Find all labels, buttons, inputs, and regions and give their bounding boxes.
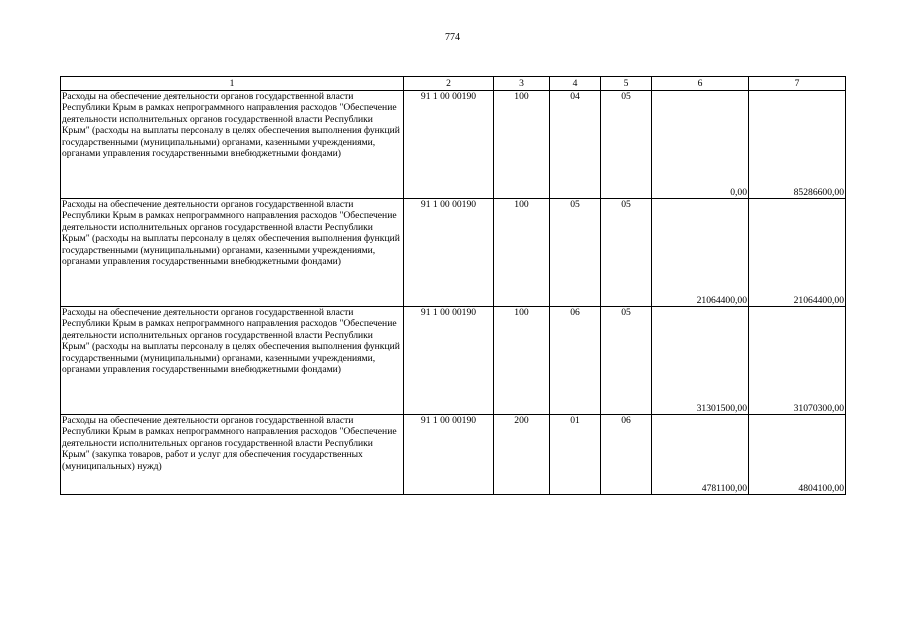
expense-type-code: 100: [494, 199, 550, 307]
column-header: 5: [601, 77, 652, 91]
column-header: 2: [404, 77, 494, 91]
column-header: 7: [749, 77, 846, 91]
subsection-code: 05: [601, 307, 652, 415]
column-header: 1: [61, 77, 404, 91]
expense-type-code: 100: [494, 91, 550, 199]
amount-column-6: 4781100,00: [652, 415, 749, 495]
expense-description: Расходы на обеспечение деятельности органов государственной власти Республики Крым в рамках непрограммного направления расходов "Обеспечение деятельности исполнительных органов государственной власти Республики Крым" (расходы на выплаты персоналу в целях обеспечения выполнения функций государственными (муниципальными) органами, казенными учреждениями, органами управления государственными внебюджетными фондами): [61, 199, 404, 307]
budget-table: [60, 76, 846, 495]
expense-description: Расходы на обеспечение деятельности органов государственной власти Республики Крым в рамках непрограммного направления расходов "Обеспечение деятельности исполнительных органов государственной власти Республики Крым" (расходы на выплаты персоналу в целях обеспечения выполнения функций государственными (муниципальными) органами, казенными учреждениями, органами управления государственными внебюджетными фондами): [61, 91, 404, 199]
subsection-code: 05: [601, 91, 652, 199]
section-code: 05: [550, 199, 601, 307]
target-article-code: 91 1 00 00190: [404, 415, 494, 495]
expense-type-code: 100: [494, 307, 550, 415]
subsection-code: 06: [601, 415, 652, 495]
column-header: 3: [494, 77, 550, 91]
table-header-row: [61, 77, 846, 91]
expense-description: Расходы на обеспечение деятельности органов государственной власти Республики Крым в рамках непрограммного направления расходов "Обеспечение деятельности исполнительных органов государственной власти Республики Крым" (закупка товаров, работ и услуг для обеспечения государственных (муниципальных) нужд): [61, 415, 404, 495]
section-code: 04: [550, 91, 601, 199]
amount-column-6: 31301500,00: [652, 307, 749, 415]
amount-column-7: 4804100,00: [749, 415, 846, 495]
target-article-code: 91 1 00 00190: [404, 199, 494, 307]
page-number: 774: [445, 32, 460, 43]
table-row: [61, 199, 846, 307]
column-header: 6: [652, 77, 749, 91]
section-code: 01: [550, 415, 601, 495]
column-header: 4: [550, 77, 601, 91]
table-row: [61, 91, 846, 199]
amount-column-7: 85286600,00: [749, 91, 846, 199]
target-article-code: 91 1 00 00190: [404, 307, 494, 415]
target-article-code: 91 1 00 00190: [404, 91, 494, 199]
amount-column-7: 21064400,00: [749, 199, 846, 307]
amount-column-6: 0,00: [652, 91, 749, 199]
amount-column-7: 31070300,00: [749, 307, 846, 415]
table-row: [61, 307, 846, 415]
expense-description: Расходы на обеспечение деятельности органов государственной власти Республики Крым в рамках непрограммного направления расходов "Обеспечение деятельности исполнительных органов государственной власти Республики Крым" (расходы на выплаты персоналу в целях обеспечения выполнения функций государственными (муниципальными) органами, казенными учреждениями, органами управления государственными внебюджетными фондами): [61, 307, 404, 415]
subsection-code: 05: [601, 199, 652, 307]
amount-column-6: 21064400,00: [652, 199, 749, 307]
table-row: [61, 415, 846, 495]
expense-type-code: 200: [494, 415, 550, 495]
section-code: 06: [550, 307, 601, 415]
